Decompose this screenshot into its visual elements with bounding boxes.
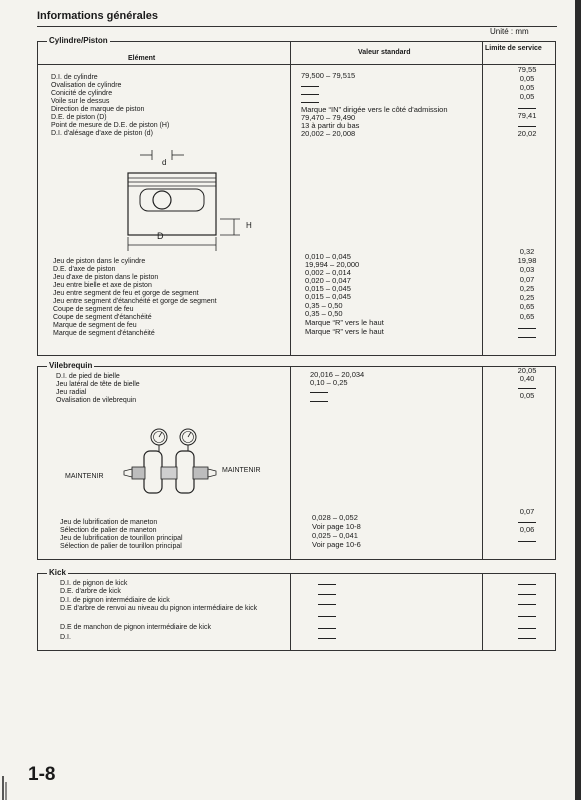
column-divider: [290, 42, 291, 355]
dash-mark: [518, 584, 536, 585]
spec-limit-dash: [497, 590, 557, 598]
spec-limit-dash: [497, 624, 557, 632]
diagram-label-h: H: [246, 221, 252, 230]
spec-label: Jeu de lubrification de tourillon principal: [60, 535, 183, 542]
spec-value-dash: [301, 90, 319, 98]
page-edge: [575, 0, 581, 800]
dash-mark: [301, 102, 319, 103]
spec-label: D.I. de pignon de kick: [60, 580, 128, 587]
spec-limit: 0,03: [519, 265, 535, 274]
spec-label: Voile sur le dessus: [51, 98, 110, 105]
dash-mark: [518, 328, 536, 329]
piston-diagram: [108, 147, 248, 252]
dash-mark: [318, 616, 336, 617]
spec-label: D.I. de cylindre: [51, 74, 98, 81]
crankshaft-diagram: [98, 425, 268, 503]
spec-limit-dash: [497, 600, 557, 608]
spec-limit: 79,55: [517, 65, 537, 74]
spec-label: Jeu entre bielle et axe de piston: [53, 282, 152, 289]
section-kick: [37, 568, 556, 651]
dash-mark: [318, 594, 336, 595]
spec-value: 20,002 – 20,008: [301, 129, 356, 138]
spec-limit: 0,05: [519, 92, 535, 101]
spec-label: D.I.: [60, 634, 71, 641]
spec-limit: 0,05: [519, 83, 535, 92]
column-divider: [290, 367, 291, 559]
column-header-standard: Valeur standard: [358, 49, 411, 56]
spec-limit: 19,98: [517, 256, 537, 265]
spec-value: 0,010 – 0,045: [305, 252, 351, 261]
hold-label-right: MAINTENIR: [222, 467, 261, 474]
spec-value: Marque “IN” dirigée vers le côté d'admission: [301, 105, 448, 114]
spec-label: D.E. de piston (D): [51, 114, 107, 121]
spec-label: Conicité de cylindre: [51, 90, 113, 97]
spec-value: 0,020 – 0,047: [305, 276, 351, 285]
section-vilebrequin: [37, 361, 556, 560]
spec-value: 13 à partir du bas: [301, 121, 360, 130]
dash-mark: [518, 638, 536, 639]
spec-limit: 0,07: [519, 507, 535, 516]
dash-mark: [518, 126, 536, 127]
section-cylindre-piston: [37, 36, 556, 356]
spec-label: Sélection de palier de tourillon principal: [60, 543, 182, 550]
dash-mark: [301, 94, 319, 95]
spec-limit: 20,05: [517, 366, 537, 375]
column-divider: [290, 574, 291, 650]
column-divider: [482, 42, 483, 355]
dash-mark: [318, 604, 336, 605]
dash-mark: [518, 522, 536, 523]
spec-label: Jeu de piston dans le cylindre: [53, 258, 146, 265]
spec-value-dash: [318, 590, 336, 598]
section-title: Kick: [49, 568, 66, 577]
spec-limit: 0,40: [519, 374, 535, 383]
spec-label: D.I. d'alésage d'axe de piston (d): [51, 130, 153, 137]
spec-limit: 0,06: [519, 525, 535, 534]
spec-value: 0,015 – 0,045: [305, 292, 351, 301]
spec-label: Marque de segment de feu: [53, 322, 137, 329]
spec-label: D.E d'arbre de renvoi au niveau du pignon intermédiaire de kick: [60, 605, 258, 612]
dash-mark: [518, 604, 536, 605]
spec-limit: 79,41: [517, 111, 537, 120]
diagram-label-d: d: [162, 158, 167, 167]
page-number: 1-8: [28, 764, 56, 785]
spec-label: D.I. de pied de bielle: [56, 373, 120, 380]
spec-value: 19,994 – 20,000: [305, 260, 360, 269]
spec-value-dash: [301, 82, 319, 90]
spec-label: Jeu entre segment de feu et gorge de segment: [53, 290, 199, 297]
dash-mark: [318, 584, 336, 585]
spec-value: Marque “R” vers le haut: [305, 327, 384, 336]
spec-limit: 0,07: [519, 275, 535, 284]
spec-value-dash: [318, 600, 336, 608]
unit-label: Unité : mm: [490, 27, 529, 36]
section-title: Vilebrequin: [49, 361, 93, 370]
dash-mark: [518, 541, 536, 542]
column-divider: [482, 367, 483, 559]
spec-label: D.E. d'axe de piston: [53, 266, 116, 273]
column-divider: [482, 574, 483, 650]
spec-limit-dash: [497, 333, 557, 341]
spec-label: Point de mesure de D.E. de piston (H): [51, 122, 170, 129]
spec-label: Marque de segment d'étanchéité: [53, 330, 155, 337]
spec-label: Direction de marque de piston: [51, 106, 145, 113]
dash-mark: [310, 401, 328, 402]
spec-label: Jeu de lubrification de maneton: [60, 519, 158, 526]
spec-value-dash: [318, 624, 336, 632]
spec-label: Jeu d'axe de piston dans le piston: [53, 274, 159, 281]
spec-label: D.I. de pignon intermédiaire de kick: [60, 597, 170, 604]
spec-value: Marque “R” vers le haut: [305, 318, 384, 327]
spec-value-dash: [318, 612, 336, 620]
dash-mark: [518, 108, 536, 109]
spec-value-dash: [310, 397, 328, 405]
spec-limit: 0,05: [519, 391, 535, 400]
header-rule: [37, 26, 557, 27]
spec-value-dash: [318, 580, 336, 588]
spec-label: Jeu latéral de tête de bielle: [56, 381, 140, 388]
dash-mark: [301, 86, 319, 87]
spec-value: 20,016 – 20,034: [310, 370, 365, 379]
dash-mark: [318, 628, 336, 629]
spec-limit-dash: [497, 580, 557, 588]
spec-label: Jeu radial: [56, 389, 87, 396]
spec-value: 0,015 – 0,045: [305, 284, 351, 293]
spec-value: 0,025 – 0,041: [312, 531, 358, 540]
spec-limit-dash: [497, 537, 557, 545]
dash-mark: [310, 392, 328, 393]
dash-mark: [318, 638, 336, 639]
spec-limit: 20,02: [517, 129, 537, 138]
spec-limit-dash: [497, 324, 557, 332]
diagram-label-D: D: [157, 231, 164, 241]
spec-limit: 0,32: [519, 247, 535, 256]
spec-value: 79,470 – 79,490: [301, 113, 356, 122]
spec-label: Coupe de segment de feu: [53, 306, 134, 313]
dash-mark: [518, 594, 536, 595]
dash-mark: [518, 616, 536, 617]
column-header-element: Elément: [128, 55, 156, 62]
spec-value: 0,35 – 0,50: [305, 309, 343, 318]
spec-value-dash: [318, 634, 336, 642]
dash-mark: [518, 337, 536, 338]
dash-mark: [518, 388, 536, 389]
page-title: Informations générales: [37, 10, 159, 22]
spec-label: Jeu entre segment d'étanchéité et gorge de segment: [53, 298, 217, 305]
column-header-limit: Limite de service: [485, 45, 542, 52]
dash-mark: [518, 628, 536, 629]
spec-limit: 0,65: [519, 312, 535, 321]
hold-label-left: MAINTENIR: [65, 473, 104, 480]
spec-limit: 0,65: [519, 302, 535, 311]
spec-value: 0,028 – 0,052: [312, 513, 358, 522]
spec-label: D.E. d'arbre de kick: [60, 588, 121, 595]
spec-limit-dash: [497, 634, 557, 642]
spec-limit: 0,05: [519, 74, 535, 83]
spec-limit-dash: [497, 612, 557, 620]
header-divider: [38, 64, 555, 65]
binding-mark: [0, 774, 8, 800]
spec-label: Coupe de segment d'étanchéité: [53, 314, 152, 321]
spec-limit: 0,25: [519, 293, 535, 302]
spec-label: Ovalisation de vilebrequin: [56, 397, 137, 404]
spec-value: 0,10 – 0,25: [310, 378, 348, 387]
spec-value: 0,35 – 0,50: [305, 301, 343, 310]
spec-label: Sélection de palier de maneton: [60, 527, 157, 534]
spec-value: 79,500 – 79,515: [301, 71, 356, 80]
spec-value-dash: [310, 388, 328, 396]
spec-label: D.E de manchon de pignon intermédiaire de kick: [60, 624, 211, 631]
spec-value: 0,002 – 0,014: [305, 268, 351, 277]
spec-label: Ovalisation de cylindre: [51, 82, 122, 89]
spec-limit: 0,25: [519, 284, 535, 293]
spec-value: Voir page 10-6: [312, 540, 361, 549]
spec-value: Voir page 10-8: [312, 522, 361, 531]
section-title: Cylindre/Piston: [49, 36, 108, 45]
